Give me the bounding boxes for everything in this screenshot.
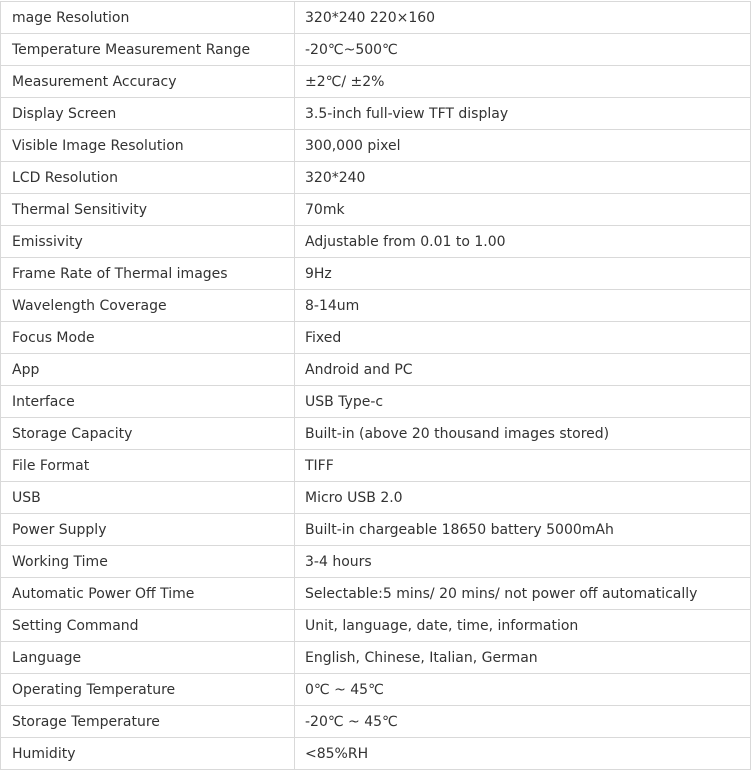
spec-label: Display Screen	[1, 98, 295, 130]
spec-label: Humidity	[1, 738, 295, 770]
table-row	[1, 130, 751, 162]
spec-label: USB	[1, 482, 295, 514]
table-row	[1, 546, 751, 578]
spec-value: ±2℃/ ±2%	[295, 66, 751, 98]
spec-value: USB Type-c	[295, 386, 751, 418]
spec-label: Storage Capacity	[1, 418, 295, 450]
spec-value: -20℃~500℃	[295, 34, 751, 66]
table-row	[1, 290, 751, 322]
spec-value: 9Hz	[295, 258, 751, 290]
table-row	[1, 322, 751, 354]
table-row	[1, 258, 751, 290]
table-row	[1, 226, 751, 258]
spec-value: Android and PC	[295, 354, 751, 386]
table-row	[1, 450, 751, 482]
spec-label: Temperature Measurement Range	[1, 34, 295, 66]
spec-label: Storage Temperature	[1, 706, 295, 738]
spec-value: 320*240	[295, 162, 751, 194]
spec-label: Focus Mode	[1, 322, 295, 354]
spec-label: Thermal Sensitivity	[1, 194, 295, 226]
table-row	[1, 482, 751, 514]
spec-label: Emissivity	[1, 226, 295, 258]
spec-label: Wavelength Coverage	[1, 290, 295, 322]
spec-label: App	[1, 354, 295, 386]
table-row	[1, 578, 751, 610]
spec-value: Adjustable from 0.01 to 1.00	[295, 226, 751, 258]
spec-value: 8-14um	[295, 290, 751, 322]
spec-value: Built-in chargeable 18650 battery 5000mAh	[295, 514, 751, 546]
spec-label: LCD Resolution	[1, 162, 295, 194]
table-row	[1, 738, 751, 770]
spec-value: 3.5-inch full-view TFT display	[295, 98, 751, 130]
spec-value: Fixed	[295, 322, 751, 354]
spec-value: Micro USB 2.0	[295, 482, 751, 514]
spec-value: 320*240 220×160	[295, 2, 751, 34]
table-row	[1, 162, 751, 194]
table-row	[1, 674, 751, 706]
spec-label: Setting Command	[1, 610, 295, 642]
spec-label: Automatic Power Off Time	[1, 578, 295, 610]
spec-table	[0, 1, 751, 770]
spec-value: Unit, language, date, time, information	[295, 610, 751, 642]
spec-value: TIFF	[295, 450, 751, 482]
spec-value: 3-4 hours	[295, 546, 751, 578]
table-row	[1, 610, 751, 642]
table-row	[1, 34, 751, 66]
spec-label: Measurement Accuracy	[1, 66, 295, 98]
spec-value: <85%RH	[295, 738, 751, 770]
table-row	[1, 386, 751, 418]
spec-label: Power Supply	[1, 514, 295, 546]
spec-label: Operating Temperature	[1, 674, 295, 706]
table-row	[1, 66, 751, 98]
table-row	[1, 642, 751, 674]
table-row	[1, 706, 751, 738]
spec-label: Interface	[1, 386, 295, 418]
spec-label: Frame Rate of Thermal images	[1, 258, 295, 290]
spec-value: Built-in (above 20 thousand images stored)	[295, 418, 751, 450]
spec-value: -20℃ ~ 45℃	[295, 706, 751, 738]
spec-value: 0℃ ~ 45℃	[295, 674, 751, 706]
table-row	[1, 2, 751, 34]
spec-label: mage Resolution	[1, 2, 295, 34]
spec-value: 70mk	[295, 194, 751, 226]
spec-label: File Format	[1, 450, 295, 482]
table-row	[1, 194, 751, 226]
spec-label: Working Time	[1, 546, 295, 578]
table-row	[1, 514, 751, 546]
spec-value: 300,000 pixel	[295, 130, 751, 162]
spec-label: Visible Image Resolution	[1, 130, 295, 162]
table-row	[1, 98, 751, 130]
spec-value: Selectable:5 mins/ 20 mins/ not power off automatically	[295, 578, 751, 610]
spec-table-body	[1, 2, 751, 770]
table-row	[1, 418, 751, 450]
table-row	[1, 354, 751, 386]
spec-label: Language	[1, 642, 295, 674]
spec-value: English, Chinese, Italian, German	[295, 642, 751, 674]
